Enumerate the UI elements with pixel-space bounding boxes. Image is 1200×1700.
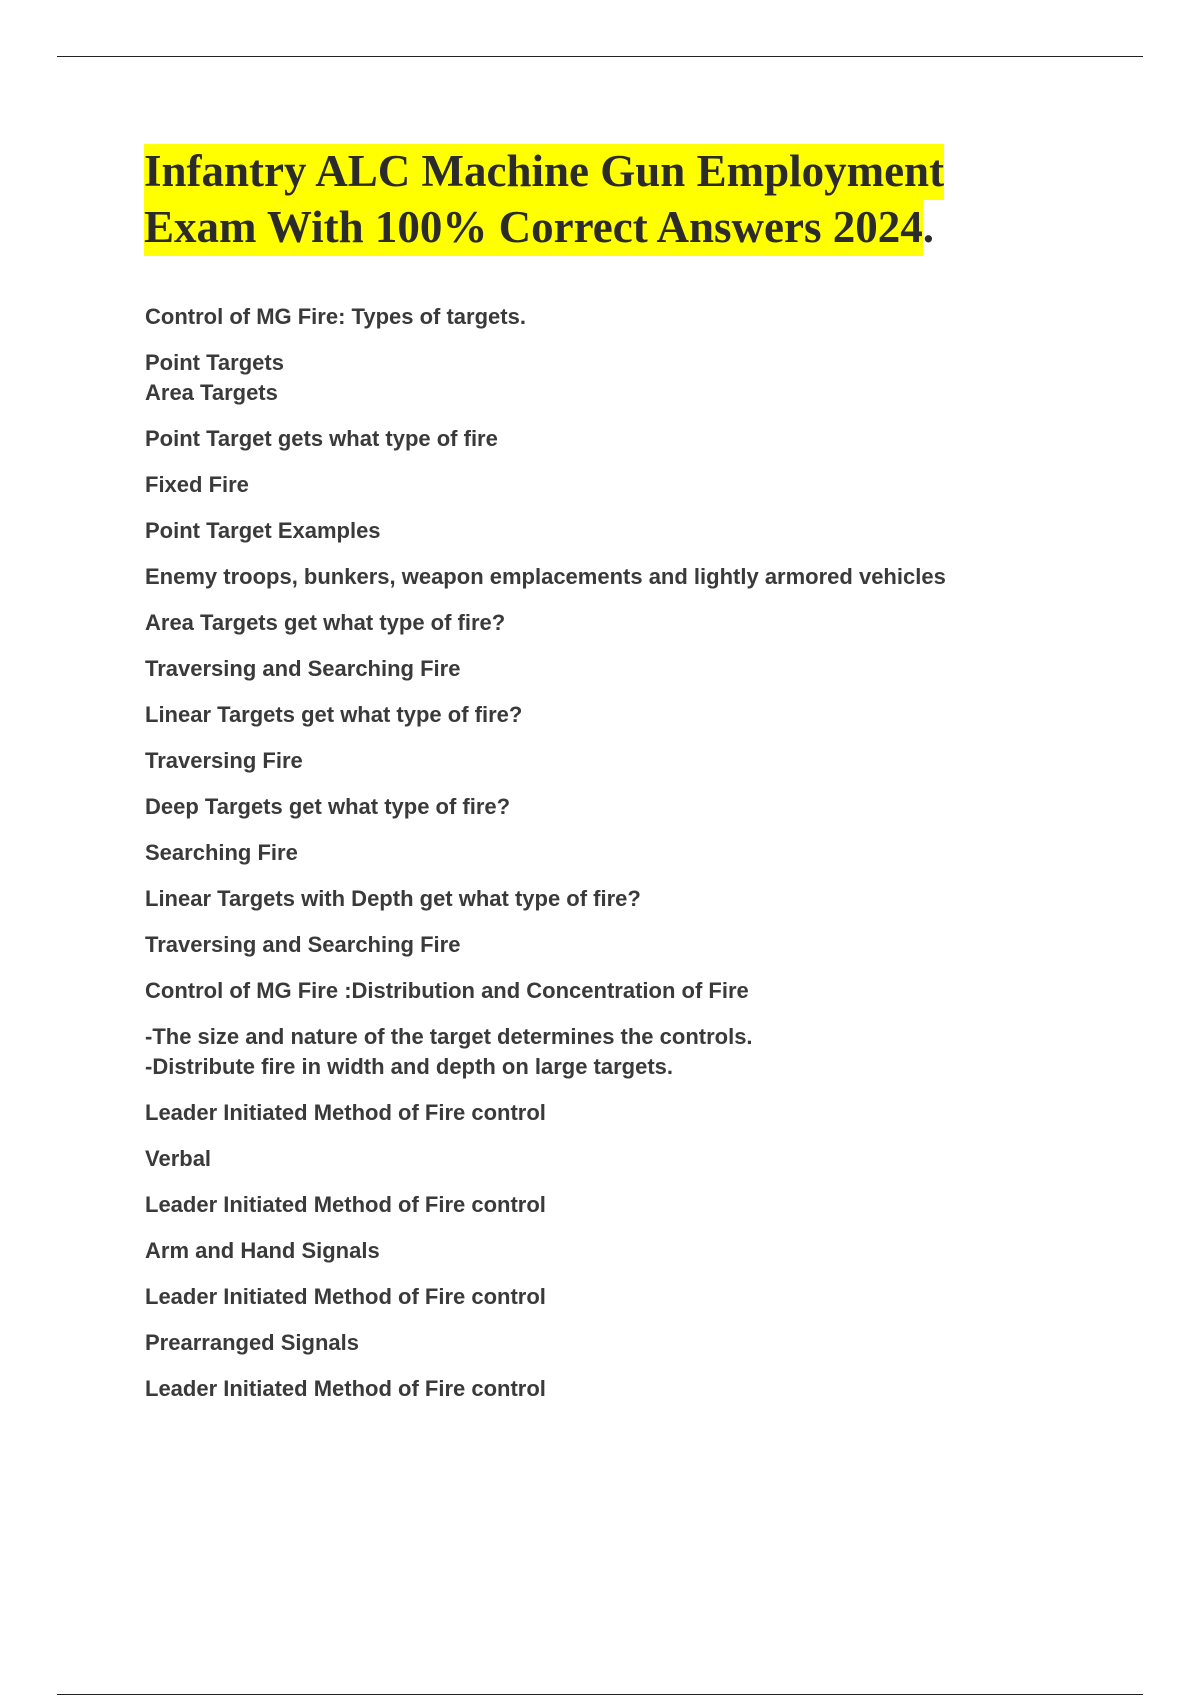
answer-text: Area Targets: [145, 380, 278, 405]
answer-text: Point Targets: [145, 350, 284, 375]
answer-block: [145, 930, 1105, 960]
bottom-rule: [57, 1694, 1143, 1695]
question-text: Leader Initiated Method of Fire control: [145, 1192, 546, 1217]
qa-item: [145, 1190, 1105, 1266]
answer-block: [145, 470, 1105, 500]
qa-item: [145, 516, 1105, 592]
answer-text: -The size and nature of the target determines the controls.: [145, 1024, 753, 1049]
answer-text: Arm and Hand Signals: [145, 1238, 380, 1263]
qa-item: [145, 792, 1105, 868]
title-period: .: [922, 202, 934, 252]
answer-block: [145, 746, 1105, 776]
question-text: Leader Initiated Method of Fire control: [145, 1284, 546, 1309]
answer-text: Traversing Fire: [145, 748, 303, 773]
question-text: Deep Targets get what type of fire?: [145, 794, 511, 819]
qa-item: [145, 1374, 1105, 1404]
question-text: Control of MG Fire :Distribution and Concentration of Fire: [145, 978, 749, 1003]
answer-text: Traversing and Searching Fire: [145, 932, 461, 957]
answer-text: Searching Fire: [145, 840, 298, 865]
top-rule: [57, 56, 1143, 57]
answer-block: [145, 1328, 1105, 1358]
qa-item: [145, 1098, 1105, 1174]
qa-item: [145, 608, 1105, 684]
question-text: Point Target gets what type of fire: [145, 426, 498, 451]
question-text: Leader Initiated Method of Fire control: [145, 1100, 546, 1125]
answer-text: Prearranged Signals: [145, 1330, 359, 1355]
title-highlight: [144, 144, 944, 256]
answer-block: [145, 1022, 1105, 1082]
question-text: Point Target Examples: [145, 518, 381, 543]
answer-block: [145, 1236, 1105, 1266]
question-text: Control of MG Fire: Types of targets.: [145, 304, 526, 329]
question-text: Linear Targets get what type of fire?: [145, 702, 523, 727]
answer-text: Verbal: [145, 1146, 212, 1171]
qa-item: [145, 976, 1105, 1082]
qa-list: [145, 302, 1105, 1420]
title-line-1: Infantry ALC Machine Gun Employment: [144, 146, 945, 196]
qa-item: [145, 424, 1105, 500]
answer-block: [145, 838, 1105, 868]
answer-block: [145, 1144, 1105, 1174]
document-title: [144, 143, 1104, 255]
qa-item: [145, 1282, 1105, 1358]
answer-block: [145, 654, 1105, 684]
answer-block: [145, 562, 1105, 592]
answer-text: Fixed Fire: [145, 472, 249, 497]
qa-item: [145, 884, 1105, 960]
answer-text: Enemy troops, bunkers, weapon emplacements and lightly armored vehicles: [145, 564, 946, 589]
answer-text: Traversing and Searching Fire: [145, 656, 461, 681]
question-text: Leader Initiated Method of Fire control: [145, 1376, 546, 1401]
question-text: Linear Targets with Depth get what type of fire?: [145, 886, 641, 911]
answer-block: [145, 348, 1105, 408]
title-line-2: Exam With 100% Correct Answers 2024: [144, 202, 923, 252]
answer-text: -Distribute fire in width and depth on large targets.: [145, 1054, 674, 1079]
qa-item: [145, 700, 1105, 776]
question-text: Area Targets get what type of fire?: [145, 610, 506, 635]
qa-item: [145, 302, 1105, 408]
